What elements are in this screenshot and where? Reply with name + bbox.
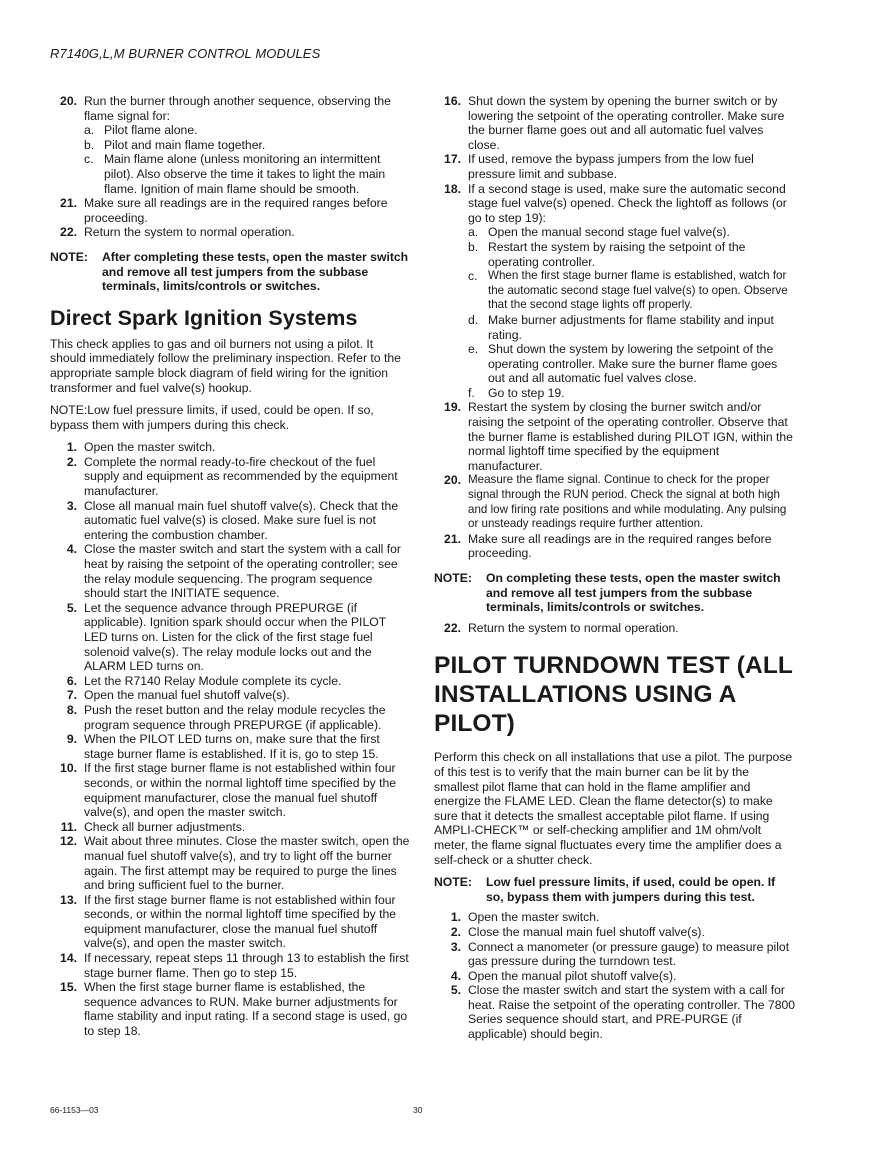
step-number: 1. xyxy=(450,910,461,925)
sub-step-text: Go to step 19. xyxy=(488,385,565,400)
sub-step-text: Main flame alone (unless monitoring an intermittent pilot). Also observe the time it takes to light the main flame. Ignition of main flame should be smooth. xyxy=(104,152,386,196)
step-number: 1. xyxy=(66,440,77,455)
step-body xyxy=(468,940,796,969)
step-text: Check all burner adjustments. xyxy=(84,819,246,834)
step-text: Return the system to normal operation. xyxy=(84,225,295,240)
sub-step-list xyxy=(468,225,796,400)
sub-step-text: Make burner adjustments for flame stability and input rating. xyxy=(488,312,774,342)
sub-step-text: Open the manual second stage fuel valve(s). xyxy=(488,225,730,240)
sub-step-letter: c. xyxy=(468,269,478,284)
step-number: 8. xyxy=(66,702,77,717)
step-text: Let the sequence advance through PREPURGE (if applicable). Ignition spark should occur when the PILOT LED turns on. Listen for the click of the first stage fuel solenoid valve(s). The relay module locks out and the ALARM LED turns on. xyxy=(84,600,386,674)
step-body xyxy=(468,182,796,401)
sub-step-letter: a. xyxy=(468,225,479,240)
sub-step-item xyxy=(84,138,410,153)
step-body xyxy=(84,225,410,240)
step-body xyxy=(468,910,796,925)
step-item xyxy=(50,94,410,196)
step-body xyxy=(84,94,410,196)
step-text: If the first stage burner flame is not established within four seconds, or within the normal lightoff time specified by the equipment manufacturer, close the manual fuel shutoff valve(s), and open the master switch. xyxy=(84,892,397,951)
step-item xyxy=(50,703,410,732)
step-item xyxy=(434,940,796,969)
sub-step-item xyxy=(84,152,410,196)
step-number: 17. xyxy=(444,152,461,167)
step-number: 15. xyxy=(60,980,77,995)
sub-step-letter: d. xyxy=(468,312,479,327)
step-number: 19. xyxy=(444,400,461,415)
step-text: Restart the system by closing the burner switch and/or raising the setpoint of the operating controller. Observe that the burner flame is established during PILOT IGN, within the normal lightoff time specified by the equipment manufacturer. xyxy=(468,400,793,473)
sub-step-letter: a. xyxy=(84,123,95,138)
step-item xyxy=(434,983,796,1041)
sub-step-item xyxy=(468,342,796,386)
sub-step-item xyxy=(468,240,796,269)
step-text: Close the master switch and start the system with a call for heat by raising the setpoint of the operating controller; see the relay module sequencing. The program sequence should start the INITIATE sequence. xyxy=(84,542,401,601)
right-column xyxy=(434,94,796,1042)
section-heading: PILOT TURNDOWN TEST (ALL INSTALLATIONS USING A PILOT) xyxy=(434,652,793,738)
step-text: When the first stage burner flame is established, the sequence advances to RUN. Make burner adjustments for flame stability and input rating. If a second stage is used, go to step 18. xyxy=(84,980,408,1039)
sub-step-text: Pilot and main flame together. xyxy=(104,137,266,152)
step-text: Open the master switch. xyxy=(84,440,216,455)
step-number: 5. xyxy=(66,600,77,615)
step-item xyxy=(50,893,410,951)
step-item xyxy=(434,473,796,531)
step-body xyxy=(84,688,410,703)
steps-list xyxy=(434,94,796,561)
step-item xyxy=(50,674,410,689)
step-item xyxy=(50,440,410,455)
sub-step-item xyxy=(468,225,796,240)
step-number: 21. xyxy=(60,196,77,211)
step-item xyxy=(50,951,410,980)
step-number: 22. xyxy=(444,620,461,635)
step-body xyxy=(468,400,796,473)
step-item xyxy=(50,499,410,543)
step-text: Measure the flame signal. Continue to check for the proper signal through the RUN period. Check the signal at both high and low firing rate positions and while modulating. Any pulsing or unsteady readings require further attention. xyxy=(468,473,787,531)
step-body xyxy=(84,893,410,951)
step-number: 7. xyxy=(66,688,77,703)
step-item xyxy=(50,761,410,819)
step-item xyxy=(434,621,796,636)
step-item xyxy=(50,225,410,240)
step-item xyxy=(50,601,410,674)
note-block xyxy=(434,875,796,904)
sub-step-item xyxy=(84,123,410,138)
step-number: 2. xyxy=(450,924,461,939)
note-text: Low fuel pressure limits, if used, could be open. If so, bypass them with jumpers during this test. xyxy=(486,875,776,904)
step-body xyxy=(84,951,410,980)
step-text: Wait about three minutes. Close the master switch, open the manual fuel shutoff valve(s), and try to light off the burner again. The first attempt may be required to purge the lines and bring sufficient fuel to the burner. xyxy=(84,834,410,893)
step-item xyxy=(434,969,796,984)
step-text: Return the system to normal operation. xyxy=(468,620,679,635)
step-body xyxy=(84,499,410,543)
step-text: Let the R7140 Relay Module complete its cycle. xyxy=(84,673,342,688)
note-paragraph: NOTE:Low fuel pressure limits, if used, could be open. If so, bypass them with jumpers during this check. xyxy=(50,403,374,432)
step-body xyxy=(468,94,796,152)
step-body xyxy=(84,980,410,1038)
page-number: 30 xyxy=(413,1105,423,1115)
step-item xyxy=(434,182,796,401)
step-item xyxy=(50,980,410,1038)
step-body xyxy=(84,455,410,499)
note-text: On completing these tests, open the master switch and remove all test jumpers from the subbase terminals, limits/controls or switches. xyxy=(486,571,781,615)
step-body xyxy=(468,152,796,181)
step-body xyxy=(468,925,796,940)
running-header: R7140G,L,M BURNER CONTROL MODULES xyxy=(50,46,321,61)
section-heading: Direct Spark Ignition Systems xyxy=(50,305,358,330)
step-text: Push the reset button and the relay module recycles the program sequence through PREPURGE (if applicable). xyxy=(84,702,386,732)
step-text: If necessary, repeat steps 11 through 13 to establish the first stage burner flame. Then go to step 15. xyxy=(84,951,409,980)
steps-list xyxy=(50,94,410,240)
note-label: NOTE: xyxy=(50,249,88,264)
sub-step-item xyxy=(468,269,796,313)
step-body xyxy=(84,196,410,225)
steps-list xyxy=(434,910,796,1041)
step-text: If used, remove the bypass jumpers from the low fuel pressure limit and subbase. xyxy=(468,152,754,181)
step-item xyxy=(434,152,796,181)
step-item xyxy=(50,196,410,225)
step-number: 3. xyxy=(450,939,461,954)
step-item xyxy=(50,455,410,499)
step-number: 5. xyxy=(450,983,461,998)
step-text: Shut down the system by opening the burner switch or by lowering the setpoint of the operating controller. Make sure the burner flame goes out and all automatic fuel valves close. xyxy=(468,94,785,152)
step-number: 10. xyxy=(60,761,77,776)
step-number: 4. xyxy=(66,542,77,557)
note-label: NOTE: xyxy=(434,571,472,585)
sub-step-text: Pilot flame alone. xyxy=(104,123,198,138)
step-number: 22. xyxy=(60,225,77,240)
step-text: Complete the normal ready-to-fire checkout of the fuel supply and equipment as recommended by the equipment manufacturer. xyxy=(84,454,398,499)
sub-step-text: Shut down the system by lowering the setpoint of the operating controller. Make sure the burner flame goes out and all automatic fuel valves close. xyxy=(488,342,778,386)
step-number: 21. xyxy=(444,531,461,546)
step-text: Open the master switch. xyxy=(468,910,600,925)
step-text: When the PILOT LED turns on, make sure that the first stage burner flame is established. If it is, go to step 15. xyxy=(84,732,380,761)
step-number: 20. xyxy=(60,94,77,108)
step-body xyxy=(84,674,410,689)
step-number: 11. xyxy=(60,819,77,834)
step-body xyxy=(468,983,796,1041)
step-item xyxy=(50,732,410,761)
step-text: Make sure all readings are in the required ranges before proceeding. xyxy=(84,196,388,225)
note-block xyxy=(50,250,410,294)
step-item xyxy=(434,94,796,152)
step-body xyxy=(84,761,410,819)
document-number: 66-1153—03 xyxy=(50,1105,99,1115)
sub-step-letter: c. xyxy=(84,152,94,167)
sub-step-letter: e. xyxy=(468,342,479,357)
step-number: 4. xyxy=(450,968,461,983)
step-text: Make sure all readings are in the required ranges before proceeding. xyxy=(468,531,772,561)
step-item xyxy=(50,834,410,892)
step-number: 14. xyxy=(60,951,77,966)
step-number: 20. xyxy=(444,473,461,488)
step-body xyxy=(84,820,410,835)
step-body xyxy=(468,969,796,984)
note-label: NOTE: xyxy=(434,875,472,890)
step-number: 3. xyxy=(66,498,77,513)
step-body xyxy=(84,703,410,732)
step-text: Open the manual fuel shutoff valve(s). xyxy=(84,688,290,703)
step-body xyxy=(84,542,410,600)
step-item xyxy=(50,542,410,600)
step-body xyxy=(84,601,410,674)
step-number: 16. xyxy=(444,94,461,108)
step-body xyxy=(468,473,796,531)
step-text: If a second stage is used, make sure the automatic second stage fuel valve(s) opened. Check the lightoff as follows (or go to step 19): xyxy=(468,181,787,225)
step-number: 2. xyxy=(66,454,77,469)
step-number: 9. xyxy=(66,732,77,747)
step-number: 18. xyxy=(444,181,461,196)
step-body xyxy=(468,532,796,561)
step-body xyxy=(84,834,410,892)
step-text: Close the master switch and start the system with a call for heat. Raise the setpoint of the operating controller. The 7800 Series sequence should start, and PRE-PURGE (if applicable) should begin. xyxy=(468,983,796,1042)
note-text: After completing these tests, open the master switch and remove all test jumpers from the subbase terminals, limits/controls or switches. xyxy=(102,249,409,294)
sub-step-letter: b. xyxy=(84,137,95,152)
step-text: Connect a manometer (or pressure gauge) to measure pilot gas pressure during the turndown test. xyxy=(468,939,790,969)
left-column xyxy=(50,94,410,1039)
sub-step-list xyxy=(84,123,410,196)
steps-list xyxy=(50,440,410,1038)
sub-step-letter: b. xyxy=(468,239,479,254)
step-text: Close the manual main fuel shutoff valve(s). xyxy=(468,924,705,939)
sub-step-text: Restart the system by raising the setpoint of the operating controller. xyxy=(488,239,746,269)
step-text: Run the burner through another sequence, observing the flame signal for: xyxy=(84,94,391,123)
step-number: 6. xyxy=(66,673,77,688)
sub-step-letter: f. xyxy=(468,385,475,400)
step-item xyxy=(434,532,796,561)
step-number: 12. xyxy=(60,834,77,849)
note-block xyxy=(434,571,796,615)
sub-step-item xyxy=(468,313,796,342)
step-text: Open the manual pilot shutoff valve(s). xyxy=(468,968,677,983)
sub-step-text: When the first stage burner flame is established, watch for the automatic second stage fuel valve(s) to open. Observe that the second stage lights off properly. xyxy=(488,269,788,312)
step-body xyxy=(84,732,410,761)
step-item xyxy=(434,925,796,940)
intro-paragraph: This check applies to gas and oil burners not using a pilot. It should immediately follow the preliminary inspection. Refer to the appropriate sample block diagram of field wiring for the ignition transformer and fuel valve(s) hookup. xyxy=(50,336,401,395)
step-item xyxy=(50,820,410,835)
step-item xyxy=(434,910,796,925)
intro-paragraph: Perform this check on all installations that use a pilot. The purpose of this test is to verify that the main burner can be lit by the smallest pilot flame that can hold in the flame amplifier and energize the FLAME LED. Clean the flame detector(s) to make sure that it detects the smallest acceptable pilot flame. If using AMPLI-CHECK™ or self-checking amplifier and 1M ohm/volt meter, the flame signal fluctuates every time the amplifier does a self-check or a shutter check. xyxy=(434,750,793,867)
step-number: 13. xyxy=(60,892,77,907)
step-text: Close all manual main fuel shutoff valve(s). Check that the automatic fuel valve(s) is closed. Make sure fuel is not entering the combustion chamber. xyxy=(84,498,399,542)
step-text: If the first stage burner flame is not established within four seconds, or within the normal lightoff time specified by the equipment manufacturer, close the manual fuel shutoff valve(s), and open the master switch. xyxy=(84,761,397,820)
step-item xyxy=(50,688,410,703)
step-item xyxy=(434,400,796,473)
step-body xyxy=(84,440,410,455)
sub-step-item xyxy=(468,386,796,401)
